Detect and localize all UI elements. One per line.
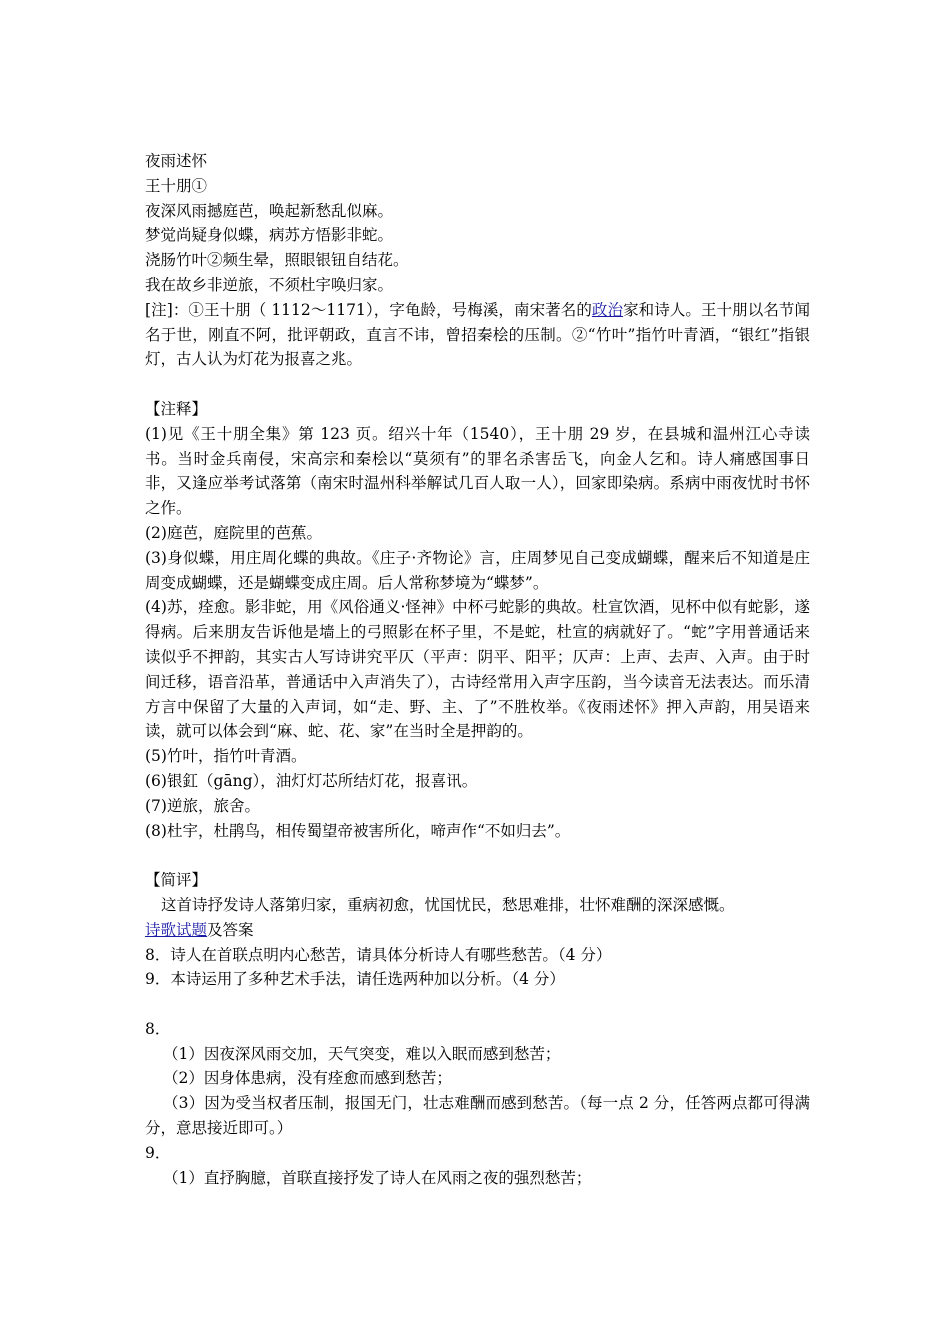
politics-link[interactable]: 政治 [591, 300, 624, 319]
annotations-heading: 【注释】 [145, 399, 208, 418]
questions-heading [145, 918, 810, 943]
questions-heading-suffix: 及答案 [207, 920, 254, 939]
annotation-item-2: (2)庭芭，庭院里的芭蕉。 [145, 523, 322, 542]
answer-8-item-1: （1）因夜深风雨交加，天气突变，难以入眠而感到愁苦； [163, 1044, 561, 1063]
poetry-questions-link[interactable]: 诗歌试题 [145, 920, 208, 939]
annotation-item-3: (3)身似蝶，用庄周化蝶的典故。《庄子·齐物论》言，庄周梦见自己变成蝴蝶，醒来后不知道是庄周变成蝴蝶，还是蝴蝶变成庄周。后人常称梦境为“蝶梦”。 [145, 548, 810, 592]
document-page [145, 149, 810, 1190]
poem-note-text-b: 家和诗人。王十朋以名节闻名于世，刚直不阿，批评朝政，直言不讳，曾招秦桧的压制。②“竹叶”指竹叶青酒，“银红”指银灯，古人认为灯花为报喜之兆。 [145, 300, 810, 369]
poem-line-3: 浇肠竹叶②频生晕，照眼银钮自结花。 [145, 251, 409, 270]
poem-line-4: 我在故乡非逆旅，不须杜宇唤归家。 [145, 275, 394, 294]
poem-line-1: 夜深风雨撼庭芭，唤起新愁乱似麻。 [145, 201, 394, 220]
spacer [145, 992, 810, 1017]
poem-note-text-a: [注]：①王十朋（ 1112～1171），字龟龄，号梅溪，南宋著名的 [145, 300, 592, 319]
answer-8-item-3: （3）因为受当权者压制，报国无门，壮志难酬而感到愁苦。（每一点 2 分，任答两点都可得满分，意思接近即可。） [145, 1094, 810, 1138]
poem-title: 夜雨述怀 [145, 152, 208, 170]
poem-note [145, 298, 810, 372]
review-heading: 【简评】 [145, 871, 208, 890]
annotation-item-4: (4)苏，痊愈。影非蛇，用《风俗通义·怪神》中杯弓蛇影的典故。杜宣饮酒，见杯中似有蛇影，遂得病。后来朋友告诉他是墙上的弓照影在杯子里，不是蛇，杜宣的病就好了。“蛇”字用普通话来读似乎不押韵，其实古人写诗讲究平仄（平声：阴平、阳平；仄声：上声、去声、入声。由于时间迁移，语音沿革，普通话中入声消失了），古诗经常用入声字压韵，当今读音无法表达。而乐清方言中保留了大量的入声词，如“走、野、主、了”不胜枚举。《夜雨述怀》押入声韵，用吴语来读，就可以体会到“麻、蛇、花、家”在当时全是押韵的。 [145, 598, 810, 741]
annotation-item-6: (6)银釭（gāng），油灯灯芯所结灯花，报喜讯。 [145, 771, 478, 790]
answer-9-label: 9． [145, 1143, 171, 1162]
poem-author: 王十朋① [145, 176, 208, 195]
spacer [145, 372, 810, 397]
answer-9-item-1: （1）直抒胸臆，首联直接抒发了诗人在风雨之夜的强烈愁苦； [163, 1168, 592, 1187]
question-9: 9．本诗运用了多种艺术手法，请任选两种加以分析。（4 分） [145, 970, 565, 989]
annotation-item-8: (8)杜宇，杜鹃鸟，相传蜀望帝被害所化，啼声作“不如归去”。 [145, 821, 571, 840]
answer-8-label: 8． [145, 1019, 171, 1038]
annotation-item-7: (7)逆旅，旅舍。 [145, 796, 260, 815]
spacer [145, 843, 810, 868]
answer-8-item-2: （2）因身体患病，没有痊愈而感到愁苦； [163, 1069, 452, 1088]
question-8: 8．诗人在首联点明内心愁苦，请具体分析诗人有哪些愁苦。（4 分） [145, 945, 612, 964]
annotation-item-1: (1)见《王十朋全集》第 123 页。绍兴十年（1540），王十朋 29 岁，在县城和温州江心寺读书。当时金兵南侵，宋高宗和秦桧以“莫须有”的罪名杀害岳飞，向金人乞和。诗人痛感国事日非，又逢应举考试落第（南宋时温州科举解试几百人取一人），回家即染病。系病中雨夜忧时书怀之作。 [145, 424, 810, 518]
poem-line-2: 梦觉尚疑身似蝶，病苏方悟影非蛇。 [145, 226, 394, 245]
review-text: 这首诗抒发诗人落第归家，重病初愈，忧国忧民，愁思难排，壮怀难酬的深深感慨。 [161, 895, 735, 914]
annotation-item-5: (5)竹叶，指竹叶青酒。 [145, 747, 307, 766]
